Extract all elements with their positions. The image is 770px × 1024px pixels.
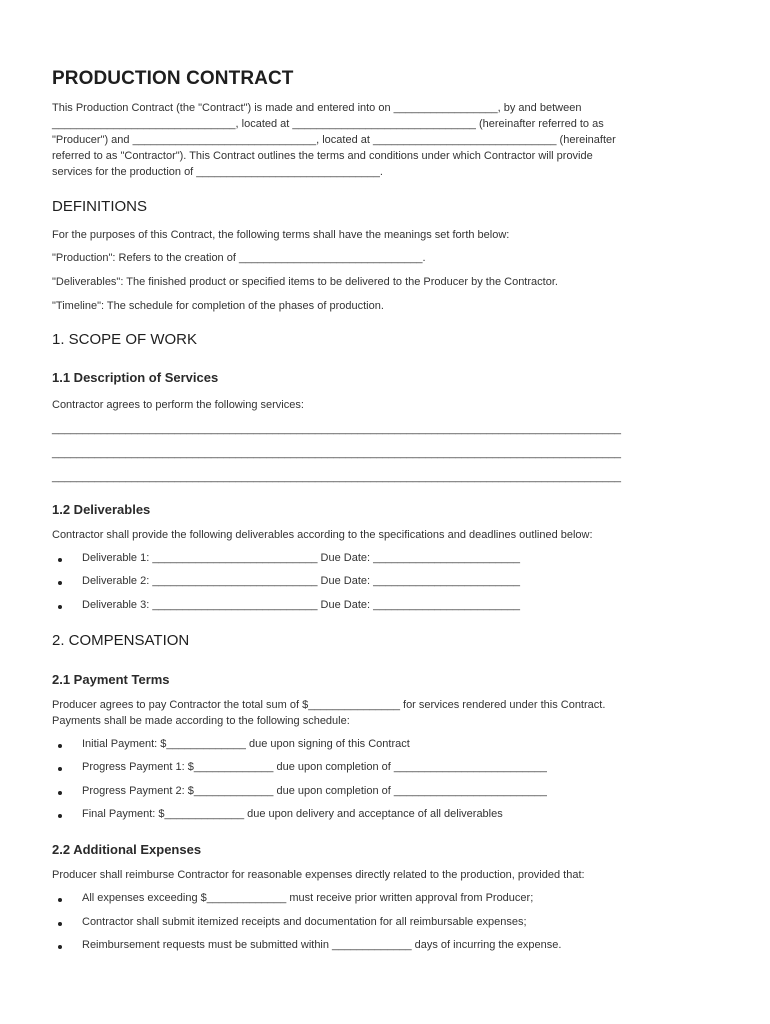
deliverable-3: Deliverable 3: ___________________________ Due Date: ________________________ xyxy=(82,599,520,611)
intro-line-4: referred to as "Contractor"). This Contract outlines the terms and conditions under which Contractor will provide xyxy=(52,150,593,162)
services-blank-line: _____________________________________________________________________________________________ xyxy=(52,447,621,459)
payment-terms-line-1: Producer agrees to pay Contractor the total sum of $_______________ for services rendered under this Contract. xyxy=(52,699,606,711)
services-heading: 1.1 Description of Services xyxy=(52,370,219,385)
definition-deliverables: "Deliverables": The finished product or specified items to be delivered to the Producer by the Contractor. xyxy=(52,276,558,288)
intro-line-1: This Production Contract (the "Contract") is made and entered into on _________________, by and between xyxy=(52,102,582,114)
intro-line-3: "Producer") and ______________________________, located at ______________________________ (hereinafter xyxy=(52,134,616,146)
bullet-icon xyxy=(58,581,62,585)
compensation-heading: 2. COMPENSATION xyxy=(52,632,190,649)
expenses-text: Producer shall reimburse Contractor for reasonable expenses directly related to the production, provided that: xyxy=(52,869,585,881)
expense-condition-2: Contractor shall submit itemized receipts and documentation for all reimbursable expenses; xyxy=(82,916,527,928)
payment-final: Final Payment: $_____________ due upon delivery and acceptance of all deliverables xyxy=(82,808,503,820)
deliverables-text: Contractor shall provide the following deliverables according to the specifications and deadlines outlined below: xyxy=(52,529,593,541)
deliverables-heading: 1.2 Deliverables xyxy=(52,502,151,517)
payment-terms-line-2: Payments shall be made according to the following schedule: xyxy=(52,715,350,727)
intro-line-5: services for the production of ______________________________. xyxy=(52,166,383,178)
expense-condition-1: All expenses exceeding $_____________ must receive prior written approval from Producer; xyxy=(82,892,534,904)
expense-condition-3: Reimbursement requests must be submitted within _____________ days of incurring the expense. xyxy=(82,939,562,951)
bullet-icon xyxy=(58,744,62,748)
scope-heading: 1. SCOPE OF WORK xyxy=(52,331,198,348)
bullet-icon xyxy=(58,605,62,609)
intro-line-2: ______________________________, located at ______________________________ (hereinafter referred to as xyxy=(52,118,604,130)
page-title: PRODUCTION CONTRACT xyxy=(52,68,294,89)
bullet-icon xyxy=(58,922,62,926)
definitions-intro: For the purposes of this Contract, the following terms shall have the meanings set forth below: xyxy=(52,229,510,241)
bullet-icon xyxy=(58,814,62,818)
payment-terms-heading: 2.1 Payment Terms xyxy=(52,672,170,687)
services-blank-line: _____________________________________________________________________________________________ xyxy=(52,471,621,483)
bullet-icon xyxy=(58,945,62,949)
payment-progress-2: Progress Payment 2: $_____________ due upon completion of _________________________ xyxy=(82,785,547,797)
payment-initial: Initial Payment: $_____________ due upon signing of this Contract xyxy=(82,738,410,750)
payment-progress-1: Progress Payment 1: $_____________ due upon completion of _________________________ xyxy=(82,761,547,773)
bullet-icon xyxy=(58,791,62,795)
bullet-icon xyxy=(58,767,62,771)
services-text: Contractor agrees to perform the following services: xyxy=(52,399,304,411)
deliverable-1: Deliverable 1: ___________________________ Due Date: ________________________ xyxy=(82,552,520,564)
services-blank-line: _____________________________________________________________________________________________ xyxy=(52,423,621,435)
deliverable-2: Deliverable 2: ___________________________ Due Date: ________________________ xyxy=(82,575,520,587)
expenses-heading: 2.2 Additional Expenses xyxy=(52,842,202,857)
definition-timeline: "Timeline": The schedule for completion of the phases of production. xyxy=(52,300,384,312)
definitions-heading: DEFINITIONS xyxy=(52,198,148,215)
definition-production: "Production": Refers to the creation of ______________________________. xyxy=(52,252,426,264)
bullet-icon xyxy=(58,558,62,562)
bullet-icon xyxy=(58,898,62,902)
